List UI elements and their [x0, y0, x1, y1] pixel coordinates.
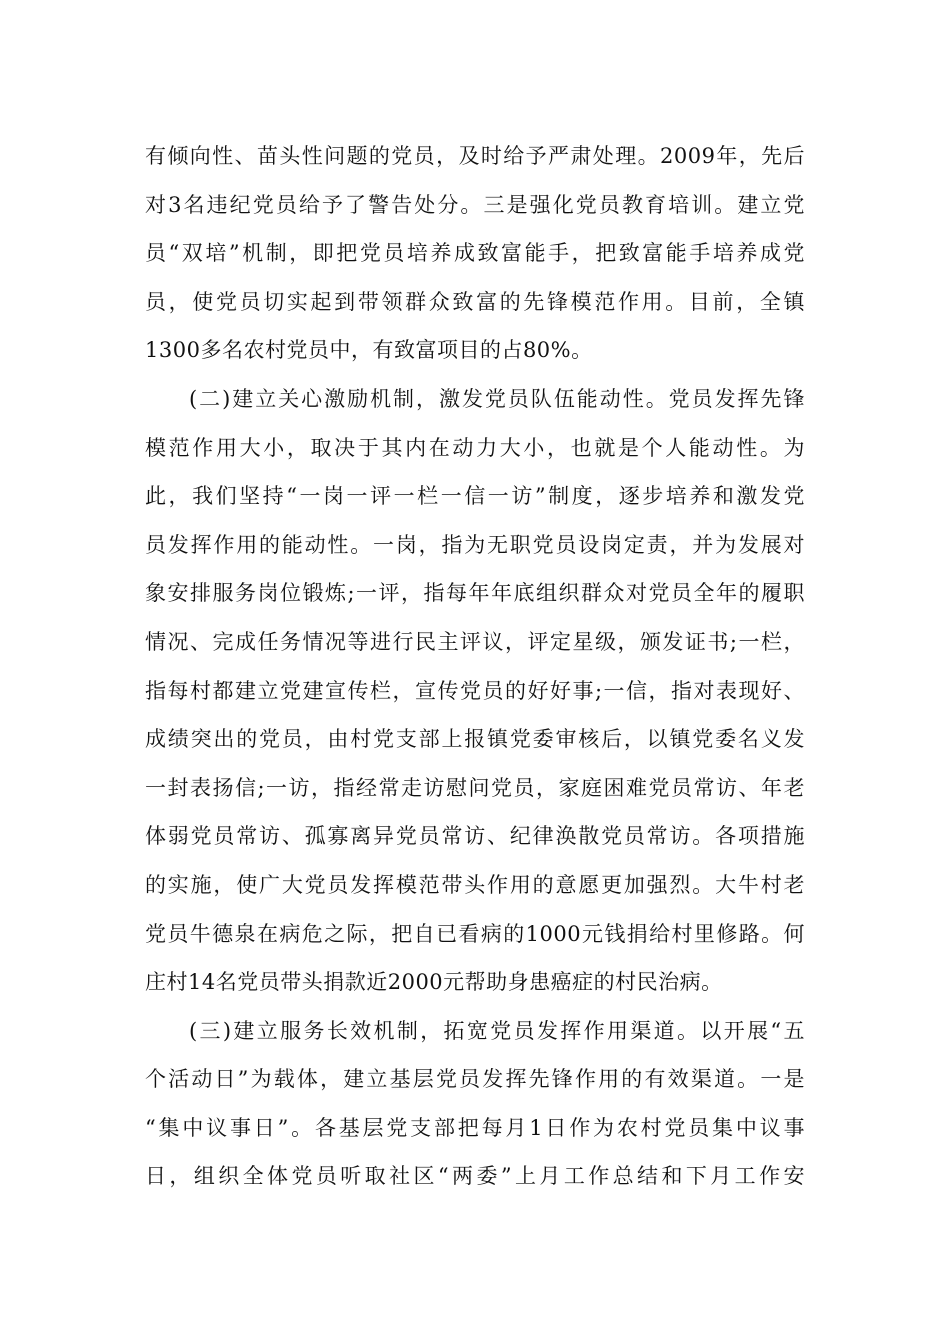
- text-line: 一封表扬信;一访，指经常走访慰问党员，家庭困难党员常访、年老: [145, 775, 805, 800]
- text-line: 的实施，使广大党员发挥模范带头作用的意愿更加强烈。大牛村老: [145, 872, 805, 897]
- text-line: 成绩突出的党员，由村党支部上报镇党委审核后，以镇党委名义发: [145, 727, 805, 752]
- section-heading-line: (二)建立关心激励机制，激发党员队伍能动性。党员发挥先锋: [189, 386, 805, 411]
- text-line: 此，我们坚持“一岗一评一栏一信一访”制度，逐步培养和激发党: [145, 484, 805, 509]
- text-line: 员“双培”机制，即把党员培养成致富能手，把致富能手培养成党: [145, 241, 805, 266]
- text-line: 指每村都建立党建宣传栏，宣传党员的好好事;一信，指对表现好、: [145, 678, 805, 703]
- text-line: 庄村14名党员带头捐款近2000元帮助身患癌症的村民治病。: [145, 970, 723, 995]
- text-line: 有倾向性、苗头性问题的党员，及时给予严肃处理。2009年，先后: [145, 144, 805, 168]
- text-line: 1300多名农村党员中，有致富项目的占80%。: [145, 338, 593, 363]
- body-text: [145, 132, 805, 1201]
- text-line: 个活动日”为载体，建立基层党员发挥先锋作用的有效渠道。一是: [145, 1067, 805, 1092]
- text-line: 对3名违纪党员给予了警告处分。三是强化党员教育培训。建立党: [145, 192, 805, 217]
- text-line: 日，组织全体党员听取社区“两委”上月工作总结和下月工作安: [145, 1164, 805, 1189]
- text-line: 员发挥作用的能动性。一岗，指为无职党员设岗定责，并为发展对: [145, 532, 805, 557]
- text-line: 员，使党员切实起到带领群众致富的先锋模范作用。目前，全镇: [145, 289, 805, 314]
- text-line: 模范作用大小，取决于其内在动力大小，也就是个人能动性。为: [145, 435, 805, 460]
- text-line: 象安排服务岗位锻炼;一评，指每年年底组织群众对党员全年的履职: [145, 581, 805, 606]
- text-line: 党员牛德泉在病危之际，把自已看病的1000元钱捐给村里修路。何: [145, 921, 805, 946]
- text-line: 情况、完成任务情况等进行民主评议，评定星级，颁发证书;一栏，: [145, 629, 805, 654]
- text-line: 体弱党员常访、孤寡离异党员常访、纪律涣散党员常访。各项措施: [145, 824, 805, 849]
- text-line: “集中议事日”。各基层党支部把每月1日作为农村党员集中议事: [145, 1115, 805, 1140]
- section-heading-line: (三)建立服务长效机制，拓宽党员发挥作用渠道。以开展“五: [189, 1018, 805, 1043]
